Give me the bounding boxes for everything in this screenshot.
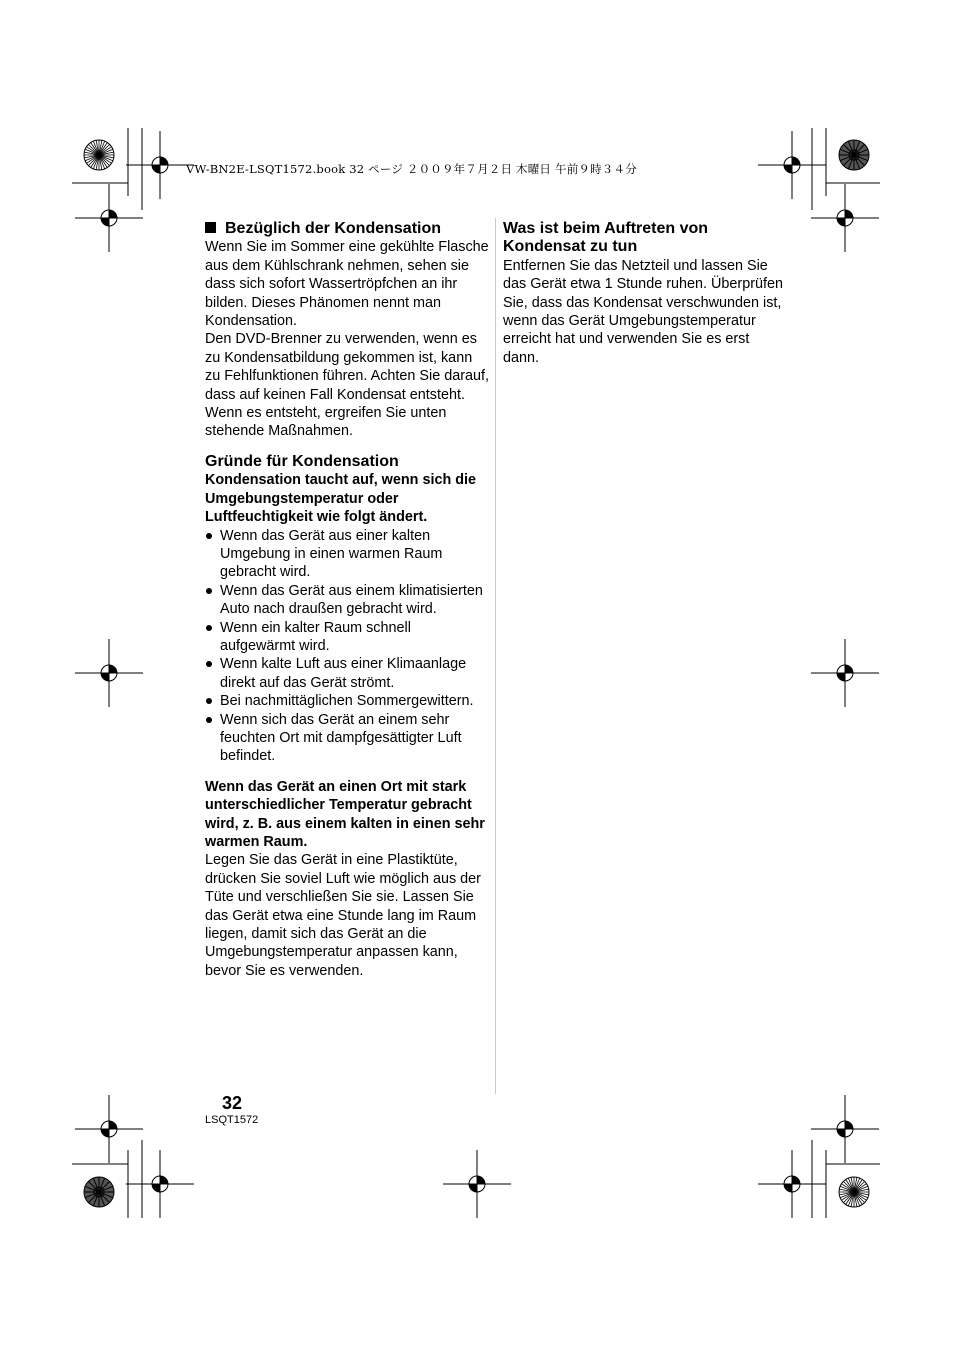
list-item: Wenn das Gerät aus einem klimatisierten Auto nach draußen gebracht wird. [205,582,490,619]
subheading-what-to-do: Was ist beim Auftreten von Kondensat zu tun [503,220,709,256]
column-divider [495,218,496,1094]
cause-list [205,527,490,766]
print-header: VW-BN2E-LSQT1572.book 32 ページ ２００９年７月２日 木曜日 午前９時３４分 [186,162,637,176]
list-item: Wenn das Gerät aus einer kalten Umgebung in einen warmen Raum gebracht wird. [205,527,490,582]
square-bullet-icon [205,222,216,233]
bullet-icon [206,717,212,723]
right-column [503,218,783,367]
list-item: Wenn sich das Gerät an einem sehr feuchten Ort mit dampfgesättigter Luft befindet. [205,711,490,766]
paragraph-intro: Wenn Sie im Sommer eine gekühlte Flasche aus dem Kühlschrank nehmen, sehen sie dass sich sofort Wassertröpfchen an ihr bilden. Dieses Phänomen nennt man Kondensation. [205,239,489,330]
paragraph-remedy: Entfernen Sie das Netzteil und lassen Sie das Gerät etwa 1 Stunde ruhen. Überprüfen Sie, dass das Kondensat verschwunden ist, wenn das Gerät Umgebungstemperatur erreicht hat und verwenden Sie es erst dann. [503,257,783,366]
paragraph-plastic-bag: Legen Sie das Gerät in eine Plastiktüte, drücken Sie soviel Luft wie möglich aus der Tüte und verschließen Sie sie. Lassen Sie das Gerät etwa eine Stunde lang im Raum liegen, damit sich das Gerät an die Umgebungstemperatur anpassen kann, bevor Sie es verwenden. [205,852,481,979]
bullet-icon [206,625,212,631]
subheading-causes: Gründe für Kondensation [205,452,399,470]
list-item: Wenn ein kalter Raum schnell aufgewärmt wird. [205,619,490,656]
paragraph-warning: Den DVD-Brenner zu verwenden, wenn es zu Kondensatbildung gekommen ist, kann zu Fehlfunktionen führen. Achten Sie darauf, dass auf keinen Fall Kondensat entsteht. Wenn es entsteht, ergreifen Sie unten stehende Maßnahmen. [205,331,490,440]
bold-lead-temperature: Wenn das Gerät an einen Ort mit stark unterschiedlicher Temperatur gebracht wird, z. B. aus einem kalten in einen sehr warmen Raum. [205,778,485,850]
bullet-icon [206,588,212,594]
document-code: LSQT1572 [205,1114,259,1126]
bullet-icon [206,698,212,704]
section-heading-condensation: Bezüglich der Kondensation [205,220,490,238]
bullet-icon [206,533,212,539]
left-column [205,218,490,980]
page-number: 32 [222,1093,243,1113]
list-item: Wenn kalte Luft aus einer Klimaanlage direkt auf das Gerät strömt. [205,655,490,692]
bold-lead-causes: Kondensation taucht auf, wenn sich die Umgebungstemperatur oder Luftfeuchtigkeit wie folgt ändert. [205,472,477,526]
bullet-icon [206,661,212,667]
list-item: Bei nachmittäglichen Sommergewittern. [205,692,490,710]
